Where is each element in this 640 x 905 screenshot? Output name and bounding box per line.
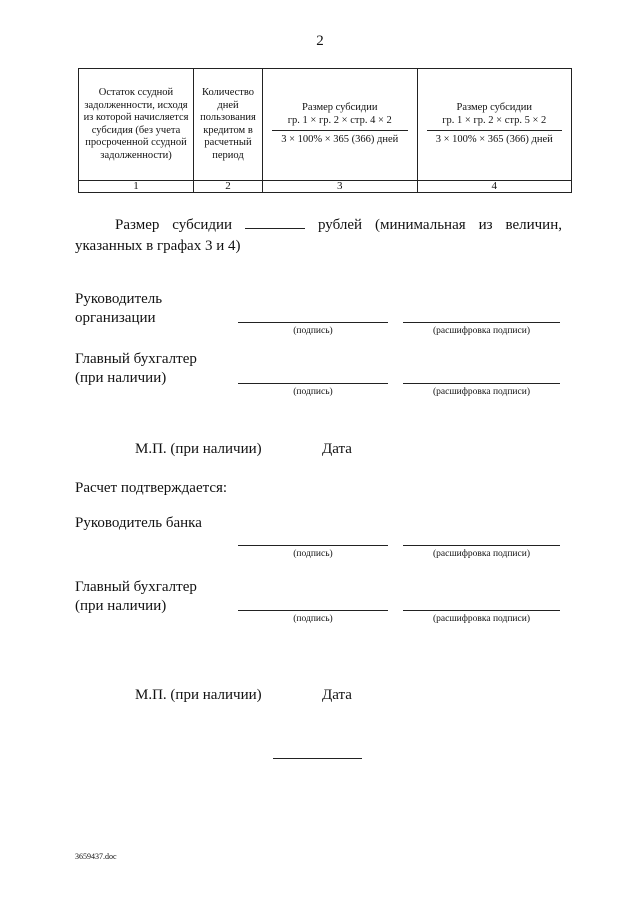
formula-numerator: гр. 1 × гр. 2 × стр. 4 × 2 bbox=[287, 114, 392, 126]
name-decoding-line[interactable] bbox=[403, 545, 560, 546]
formula-denominator: 3 × 100% × 365 (366) дней bbox=[435, 134, 553, 146]
formula-numerator: гр. 1 × гр. 2 × стр. 5 × 2 bbox=[442, 114, 547, 126]
subsidy-amount-paragraph bbox=[75, 214, 562, 257]
confirmation-label: Расчет подтверждается: bbox=[75, 480, 228, 496]
signature-caption: (подпись) bbox=[293, 549, 333, 559]
date-label: Дата bbox=[322, 441, 352, 457]
subsidy-rest-text: рублей (минимальная из величин, указанных в графах 3 и 4) bbox=[75, 217, 562, 254]
decoding-caption: (расшифровка подписи) bbox=[433, 614, 530, 624]
signature-line[interactable] bbox=[238, 322, 388, 323]
signature-caption: (подпись) bbox=[293, 326, 333, 336]
column-number: 2 bbox=[194, 181, 263, 193]
subsidy-amount-blank[interactable] bbox=[245, 214, 305, 229]
column-number: 3 bbox=[263, 181, 418, 193]
page-number: 2 bbox=[316, 33, 324, 49]
chief-accountant-label: Главный бухгалтер (при наличии) bbox=[75, 351, 197, 386]
signature-caption: (подпись) bbox=[293, 614, 333, 624]
decoding-caption: (расшифровка подписи) bbox=[433, 549, 530, 559]
org-head-label: Руководитель организации bbox=[75, 291, 163, 326]
subsidy-label: Размер субсидии bbox=[115, 217, 233, 233]
header-subsidy-title: Размер субсидии bbox=[301, 102, 378, 114]
bank-head-label: Руководитель банка bbox=[75, 515, 202, 531]
name-decoding-line[interactable] bbox=[403, 322, 560, 323]
signature-line[interactable] bbox=[238, 383, 388, 384]
formula-denominator: 3 × 100% × 365 (366) дней bbox=[281, 134, 399, 146]
signature-line[interactable] bbox=[238, 610, 388, 611]
bank-chief-accountant-label: Главный бухгалтер (при наличии) bbox=[75, 579, 197, 614]
name-decoding-line[interactable] bbox=[403, 383, 560, 384]
signature-line[interactable] bbox=[238, 545, 388, 546]
header-loan-balance: Остаток ссудной задолженности, исходя из которой начисляется субсидия (без учета просроченной ссудной задолженности) bbox=[79, 69, 194, 181]
date-label: Дата bbox=[322, 687, 352, 703]
header-subsidy-row5 bbox=[417, 69, 572, 181]
decoding-caption: (расшифровка подписи) bbox=[433, 387, 530, 397]
stamp-label: М.П. (при наличии) bbox=[135, 687, 262, 703]
column-number: 1 bbox=[79, 181, 194, 193]
header-days-of-use: Количество дней пользования кредитом в расчетный период bbox=[194, 69, 263, 181]
signature-caption: (подпись) bbox=[293, 387, 333, 397]
end-separator-line bbox=[273, 758, 362, 759]
name-decoding-line[interactable] bbox=[403, 610, 560, 611]
subsidy-calculation-table bbox=[78, 68, 572, 193]
decoding-caption: (расшифровка подписи) bbox=[433, 326, 530, 336]
footer-file-code: 3659437.doc bbox=[75, 852, 117, 861]
header-subsidy-row4 bbox=[263, 69, 418, 181]
stamp-label: М.П. (при наличии) bbox=[135, 441, 262, 457]
column-number: 4 bbox=[417, 181, 572, 193]
header-subsidy-title: Размер субсидии bbox=[456, 102, 532, 114]
